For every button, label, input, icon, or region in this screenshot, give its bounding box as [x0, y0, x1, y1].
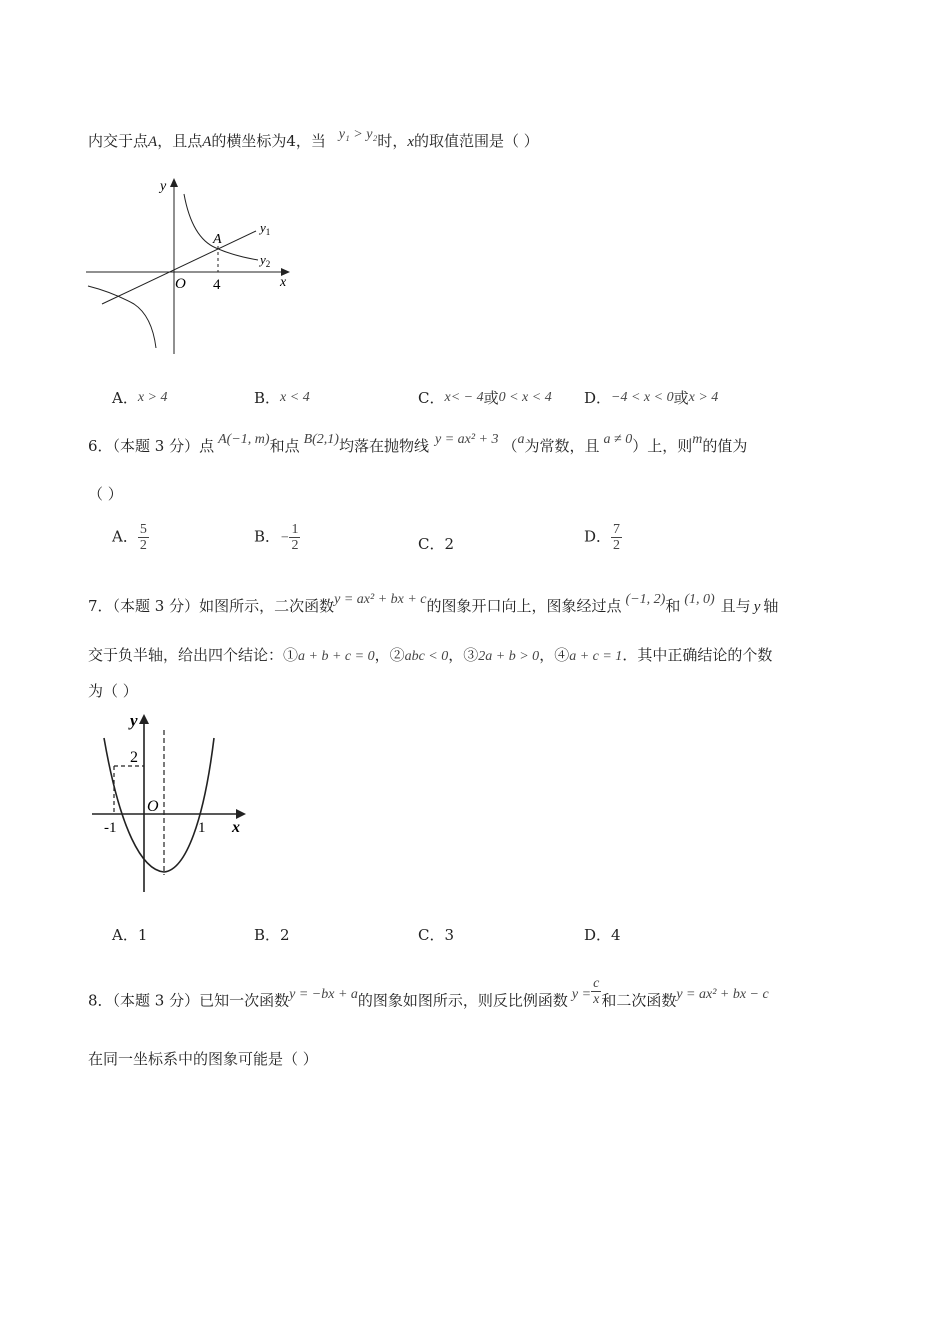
point-a-label: A: [213, 232, 222, 247]
y2-label: $y_2$: [260, 252, 271, 269]
y-axis-arrow: [170, 178, 178, 187]
parabola: [104, 738, 214, 872]
q5-option-c[interactable]: C．x< − 4或0 < x < 4: [418, 389, 552, 407]
x-axis-label: x: [280, 275, 287, 290]
q7-stem-line-3: 为（ ）: [88, 682, 138, 700]
q7-stem-line-2: 交于负半轴，给出四个结论：①a + b + c = 0，②abc < 0，③2a + b > 0，④a + c = 1．其中正确结论的个数: [88, 646, 773, 664]
q7-option-a[interactable]: A．1: [112, 926, 148, 944]
q7-option-c[interactable]: C．3: [418, 926, 455, 944]
q6-option-d[interactable]: D． $\frac{7}{2}$: [584, 522, 621, 553]
q6-answer-blank: （ ）: [88, 485, 123, 503]
q6-option-c[interactable]: C．2: [418, 535, 455, 553]
y1-label: $y_1$: [260, 220, 271, 237]
q7-figure: [90, 710, 250, 895]
origin-label: O: [147, 798, 159, 815]
q5-stem: 内交于点A，且点A的横坐标为4，当 y₁ > y₂时，x的取值范围是（ ）: [88, 127, 539, 150]
x-axis-label: x: [232, 819, 240, 836]
q6-stem: 6．（本题 3 分）点 A(−1, m)和点 B(2,1)均落在抛物线 y = ax² + 3 （a为常数，且 a ≠ 0）上，则m的值为: [88, 432, 748, 455]
q7-stem-line-1: 7．（本题 3 分）如图所示，二次函数y = ax² + bx + c的图象开口向上，图象经过点 (−1, 2)和 (1, 0) 且与 y 轴: [88, 592, 779, 615]
q8-stem-line-1: 8．（本题 3 分）已知一次函数y = −bx + a的图象如图所示，则反比例函数 y = $\frac{c}{x}$ 和二次函数y = ax² + bx − c: [88, 976, 769, 1010]
q8-stem-line-2: 在同一坐标系中的图象可能是（ ）: [88, 1050, 318, 1068]
q5-condition-math: y₁ > y₂: [338, 127, 378, 142]
label-1: 1: [198, 820, 206, 836]
y1-line: [102, 231, 256, 304]
y-axis-label: y: [160, 179, 167, 194]
y-axis-label: y: [130, 711, 138, 730]
origin-label: O: [175, 276, 186, 292]
q7-option-d[interactable]: D．4: [584, 926, 621, 944]
q5-figure: [84, 176, 299, 356]
hyperbola-branch-2: [88, 286, 156, 348]
tick-4-label: 4: [213, 277, 221, 293]
label-2: 2: [130, 749, 138, 766]
q6-option-a[interactable]: A． $\frac{5}{2}$: [112, 522, 147, 553]
x-axis-arrow: [236, 809, 246, 819]
label-neg1: -1: [104, 820, 117, 836]
q6-option-b[interactable]: B．− $\frac{1}{2}$: [254, 522, 299, 553]
q7-option-b[interactable]: B．2: [254, 926, 290, 944]
hyperbola-branch-1: [184, 194, 258, 260]
q5-option-a[interactable]: A．x > 4: [112, 389, 168, 407]
y-axis-arrow: [139, 714, 149, 724]
q5-option-d[interactable]: D．−4 < x < 0或x > 4: [584, 389, 719, 407]
q5-option-b[interactable]: B．x < 4: [254, 389, 310, 407]
